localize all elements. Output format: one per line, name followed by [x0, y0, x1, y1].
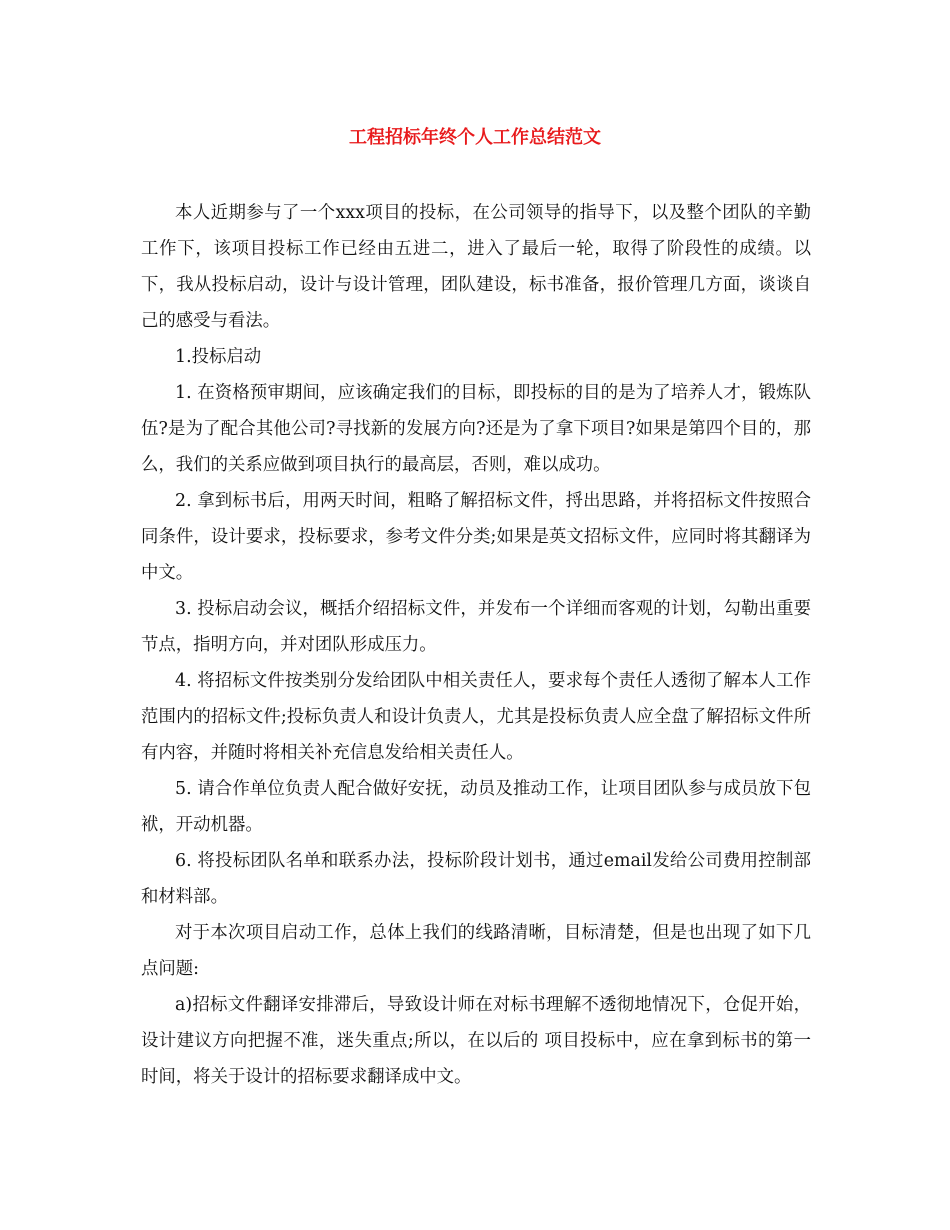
summary-paragraph: 对于本次项目启动工作，总体上我们的线路清晰，目标清楚，但是也出现了如下几点问题: — [141, 923, 811, 979]
list-item-1: 1. 在资格预审期间，应该确定我们的目标，即投标的目的是为了培养人才，锻炼队伍?是为了配合其他公司?寻找新的发展方向?还是为了拿下项目?如果是第四个目的，那么，我们的关系应做到项目执行的最高层，否则，难以成功。 — [141, 383, 811, 475]
document-body — [141, 195, 811, 1095]
list-item-5: 5. 请合作单位负责人配合做好安抚，动员及推动工作，让项目团队参与成员放下包袱，开动机器。 — [141, 779, 811, 835]
section-heading: 1.投标启动 — [175, 347, 262, 367]
list-item-4: 4. 将招标文件按类别分发给团队中相关责任人，要求每个责任人透彻了解本人工作范围内的招标文件;投标负责人和设计负责人，尤其是投标负责人应全盘了解招标文件所有内容，并随时将相关补充信息发给相关责任人。 — [141, 671, 811, 763]
intro-paragraph: 本人近期参与了一个xxx项目的投标，在公司领导的指导下，以及整个团队的辛勤工作下，该项目投标工作已经由五进二，进入了最后一轮，取得了阶段性的成绩。以下，我从投标启动，设计与设计管理，团队建设，标书准备，报价管理几方面，谈谈自己的感受与看法。 — [141, 203, 811, 331]
list-item-2: 2. 拿到标书后，用两天时间，粗略了解招标文件，捋出思路，并将招标文件按照合同条件，设计要求，投标要求，参考文件分类;如果是英文招标文件，应同时将其翻译为中文。 — [141, 491, 811, 583]
list-item-3: 3. 投标启动会议，概括介绍招标文件，并发布一个详细而客观的计划，勾勒出重要节点，指明方向，并对团队形成压力。 — [141, 599, 811, 655]
document-title: 工程招标年终个人工作总结范文 — [349, 127, 601, 148]
list-item-6: 6. 将投标团队名单和联系办法，投标阶段计划书，通过email发给公司费用控制部和材料部。 — [141, 851, 811, 907]
issue-item-a: a)招标文件翻译安排滞后，导致设计师在对标书理解不透彻地情况下，仓促开始，设计建议方向把握不准，迷失重点;所以，在以后的 项目投标中，应在拿到标书的第一时间，将关于设计的招标要求翻译成中文。 — [141, 995, 811, 1087]
